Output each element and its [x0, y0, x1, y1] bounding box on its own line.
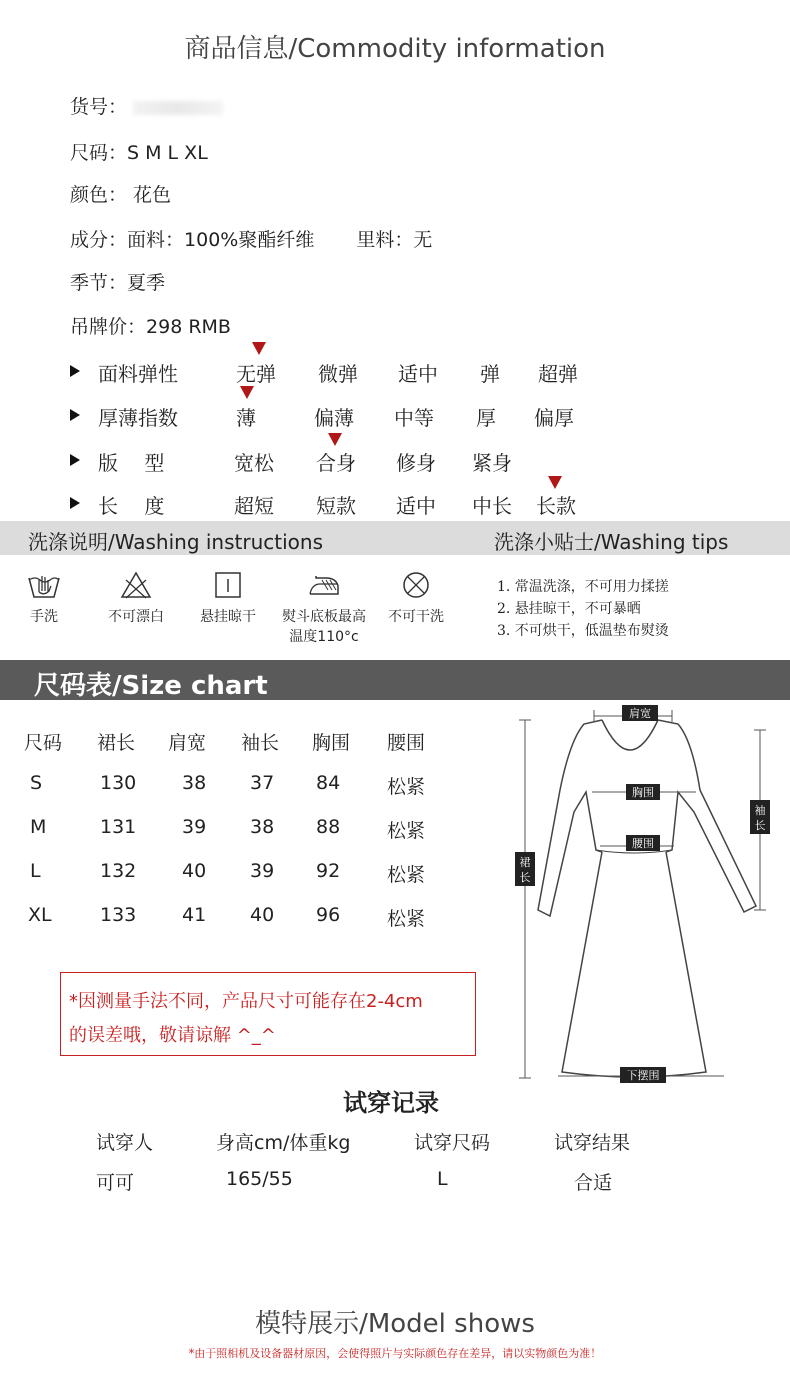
- option-item: 修身: [396, 451, 436, 475]
- table-header: 胸围: [312, 732, 351, 754]
- diagram-label-sleeve-2: 长: [754, 819, 766, 832]
- table-header: 腰围: [387, 732, 426, 754]
- option-item: 偏厚: [534, 406, 574, 430]
- care-label: 熨斗底板最高: [282, 609, 366, 625]
- size-chart-title: 尺码表/Size chart: [34, 671, 268, 701]
- note-line-2: 的误差哦，敬请谅解 ^_^: [69, 1025, 276, 1046]
- option-item: 短款: [316, 494, 356, 518]
- option-item: 无弹: [236, 362, 276, 386]
- option-item: 中等: [394, 406, 434, 430]
- table-cell: 松紧: [387, 908, 426, 930]
- fitting-value: 可可: [96, 1172, 135, 1194]
- option-item: 弹: [480, 362, 500, 386]
- washing-instructions-title: 洗涤说明/Washing instructions: [28, 530, 323, 554]
- option-item: 微弹: [318, 362, 358, 386]
- table-header: 肩宽: [168, 732, 207, 754]
- table-cell: 松紧: [387, 776, 426, 798]
- table-cell: M: [30, 816, 47, 838]
- size-value: S M L XL: [127, 142, 208, 164]
- care-label: 悬挂晾干: [200, 609, 256, 625]
- washing-tip: 1. 常温洗涤，不可用力揉搓: [497, 579, 669, 595]
- table-cell: 96: [316, 904, 341, 926]
- table-cell: 39: [250, 860, 275, 882]
- table-cell: L: [30, 860, 41, 882]
- diagram-label-length-2: 长: [519, 871, 531, 884]
- size-table: [0, 0, 500, 960]
- price-label: 吊牌价：: [70, 316, 147, 338]
- option-item: 薄: [236, 406, 256, 430]
- table-cell: 38: [250, 816, 275, 838]
- option-item: 超短: [234, 494, 274, 518]
- diagram-label-hem: 下摆围: [626, 1069, 660, 1082]
- color-label: 颜色：: [70, 184, 128, 206]
- diagram-label-waist: 腰围: [632, 837, 654, 850]
- fitting-value: 165/55: [226, 1168, 293, 1190]
- table-header: 尺码: [24, 732, 63, 754]
- option-item: 中长: [472, 494, 512, 518]
- care-label: 不可漂白: [108, 609, 164, 625]
- attribute-label: 版 型: [98, 451, 165, 475]
- season-value: 夏季: [127, 272, 166, 294]
- fitting-header: 试穿尺码: [414, 1132, 491, 1154]
- page-title: 商品信息/Commodity information: [184, 34, 606, 64]
- care-label-line2: 温度110°c: [289, 629, 359, 645]
- option-item: 适中: [396, 494, 436, 518]
- attribute-label: 面料弹性: [98, 362, 178, 386]
- table-header: 裙长: [97, 732, 136, 754]
- table-cell: S: [30, 772, 43, 794]
- color-value: 花色: [133, 184, 172, 206]
- care-label: 手洗: [30, 609, 58, 625]
- diagram-label-length-1: 裙: [519, 856, 531, 869]
- table-cell: 39: [182, 816, 207, 838]
- option-item: 偏薄: [314, 406, 354, 430]
- table-cell: XL: [28, 904, 52, 926]
- washing-tips-title: 洗涤小贴士/Washing tips: [494, 530, 729, 554]
- price-value: 298 RMB: [146, 316, 231, 338]
- fitting-header: 试穿人: [96, 1132, 154, 1154]
- composition-label: 成分：: [70, 229, 128, 251]
- attribute-label: 长 度: [98, 494, 165, 518]
- option-item: 宽松: [234, 451, 274, 475]
- color-disclaimer: *由于照相机及设备器材原因，会使得照片与实际颜色存在差异，请以实物颜色为准！: [188, 1347, 602, 1360]
- option-item: 长款: [536, 494, 576, 518]
- table-cell: 130: [100, 772, 137, 794]
- diagram-label-sleeve-1: 袖: [754, 804, 766, 817]
- fitting-value: 合适: [574, 1172, 613, 1194]
- table-cell: 88: [316, 816, 341, 838]
- table-cell: 37: [250, 772, 275, 794]
- table-cell: 松紧: [387, 820, 426, 842]
- table-cell: 40: [250, 904, 275, 926]
- table-cell: 松紧: [387, 864, 426, 886]
- item-number-label: 货号：: [70, 96, 128, 118]
- fitting-header: 试穿结果: [554, 1132, 631, 1154]
- measurement-note: [60, 972, 476, 1056]
- composition-value: 面料：100%聚酯纤维: [127, 229, 315, 251]
- attribute-label: 厚薄指数: [98, 406, 178, 430]
- table-cell: 38: [182, 772, 207, 794]
- option-item: 厚: [476, 406, 496, 430]
- option-item: 紧身: [472, 451, 512, 475]
- table-cell: 84: [316, 772, 341, 794]
- table-cell: 133: [100, 904, 137, 926]
- table-cell: 92: [316, 860, 341, 882]
- washing-tip: 2. 悬挂晾干，不可暴晒: [497, 601, 641, 617]
- table-cell: 131: [100, 816, 137, 838]
- diagram-label-chest: 胸围: [632, 786, 654, 799]
- fitting-header: 身高cm/体重kg: [216, 1132, 351, 1154]
- table-cell: 41: [182, 904, 207, 926]
- fitting-value: L: [437, 1168, 448, 1190]
- option-item: 超弹: [538, 362, 578, 386]
- season-label: 季节：: [70, 272, 128, 294]
- table-cell: 40: [182, 860, 207, 882]
- dress-measurement-diagram: [510, 700, 780, 1090]
- option-item: 适中: [398, 362, 438, 386]
- diagram-label-shoulder: 肩宽: [629, 707, 651, 720]
- care-label: 不可干洗: [388, 609, 444, 625]
- selected-marker-icon: [548, 476, 562, 489]
- option-item: 合身: [316, 451, 356, 475]
- washing-tip: 3. 不可烘干，低温垫布熨烫: [497, 623, 669, 639]
- model-shows-title: 模特展示/Model shows: [255, 1309, 535, 1339]
- size-label: 尺码：: [70, 142, 128, 164]
- fitting-title: 试穿记录: [343, 1089, 439, 1117]
- table-header: 袖长: [241, 732, 280, 754]
- note-line-1: *因测量手法不同，产品尺寸可能存在2-4cm: [69, 991, 423, 1012]
- table-cell: 132: [100, 860, 137, 882]
- lining-value: 里料：无: [356, 229, 433, 251]
